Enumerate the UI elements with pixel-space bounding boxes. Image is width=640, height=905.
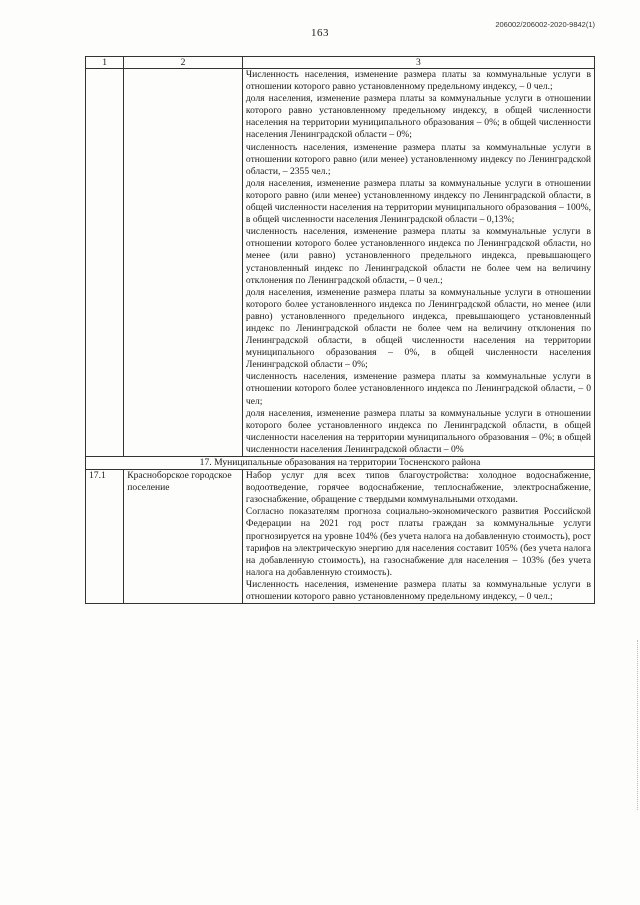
- page-number: 163: [311, 27, 329, 39]
- row-description-cell: [242, 69, 594, 457]
- paragraph: численность населения, изменение размера платы за коммунальные услуги в отношении которого более установленного индекса по Ленинградской области, но менее (или равно) установленного предельного индекса, превышающего установленный индекс по Ленинградской области не более чем на величину отклонения по Ленинградской области, – 0 чел.;: [245, 226, 591, 286]
- indicators-table: [85, 56, 595, 604]
- header-col-2: 2: [124, 57, 243, 69]
- paragraph: Численность населения, изменение размера платы за коммунальные услуги в отношении которого равно установленному предельному индексу, – 0 чел.;: [245, 69, 591, 93]
- paragraph: доля населения, изменение размера платы за коммунальные услуги в отношении которого равно (или менее) установленному индексу по Ленинградской области, в общей численности населения на территории муниципального образования – 100%, в общей численности населения Ленинградской области – 0,13%;: [245, 177, 591, 226]
- header-col-1: 1: [86, 57, 124, 69]
- row-description-cell: [242, 470, 594, 604]
- table-row-continued: [86, 69, 595, 457]
- row-name-cell: [124, 69, 243, 457]
- header-col-3: 3: [242, 57, 594, 69]
- paragraph: Набор услуг для всех типов благоустройства: холодное водоснабжение, водоотведение, горячее водоснабжение, теплоснабжение, электроснабжение, газоснабжение, обращение с твердыми коммунальными отходами.: [245, 470, 591, 506]
- table-header-row: [86, 57, 595, 69]
- paragraph: доля населения, изменение размера платы за коммунальные услуги в отношении которого равно установленному предельному индексу, в общей численности населения на территории муниципального образования – 0%; в общей численности населения Ленинградской области – 0%;: [245, 93, 591, 141]
- row-number-cell: [86, 69, 124, 457]
- paragraph: доля населения, изменение размера платы за коммунальные услуги в отношении которого более установленного индекса по Ленинградской области, но менее (или равно) установленного предельного индекса, превышающего установленный индекс по Ленинградской области не более чем на величину отклонения по Ленинградской области, в общей численности населения на территории муниципального образования – 0%, в общей численности населения Ленинградской области – 0%;: [245, 286, 591, 371]
- section-row: [86, 457, 595, 470]
- row-number-cell: 17.1: [86, 470, 124, 604]
- scan-edge-mark: [635, 640, 638, 810]
- table-row: [86, 470, 595, 604]
- section-title: 17. Муниципальные образования на территории Тосненского района: [86, 457, 595, 470]
- document-code: 206002/206002-2020-9842(1): [495, 20, 595, 29]
- paragraph: доля населения, изменение размера платы за коммунальные услуги в отношении которого более установленного индекса по Ленинградской области, в общей численности населения на территории муниципального образования – 0%; в общей численности населения Ленинградской области – 0%: [245, 407, 591, 455]
- row-name-cell: Красноборское городское поселение: [124, 470, 243, 604]
- paragraph: Численность населения, изменение размера платы за коммунальные услуги в отношении которого равно установленному предельному индексу, – 0 чел.;: [245, 578, 591, 603]
- paragraph: численность населения, изменение размера платы за коммунальные услуги в отношении которого равно (или менее) установленному индексу по Ленинградской области, – 2355 чел.;: [245, 141, 591, 177]
- paragraph: Согласно показателям прогноза социально-экономического развития Российской Федерации на 2021 год рост платы граждан за коммунальные услуги прогнозируется на уровне 104% (без учета налога на добавленную стоимость), рост тарифов на электрическую энергию для населения составит 105% (без учета налога на добавленную стоимость), на газоснабжение для населения – 103% (без учета налога на добавленную стоимость).: [245, 506, 591, 578]
- paragraph: численность населения, изменение размера платы за коммунальные услуги в отношении которого более установленного индекса по Ленинградской области, – 0 чел;: [245, 371, 591, 407]
